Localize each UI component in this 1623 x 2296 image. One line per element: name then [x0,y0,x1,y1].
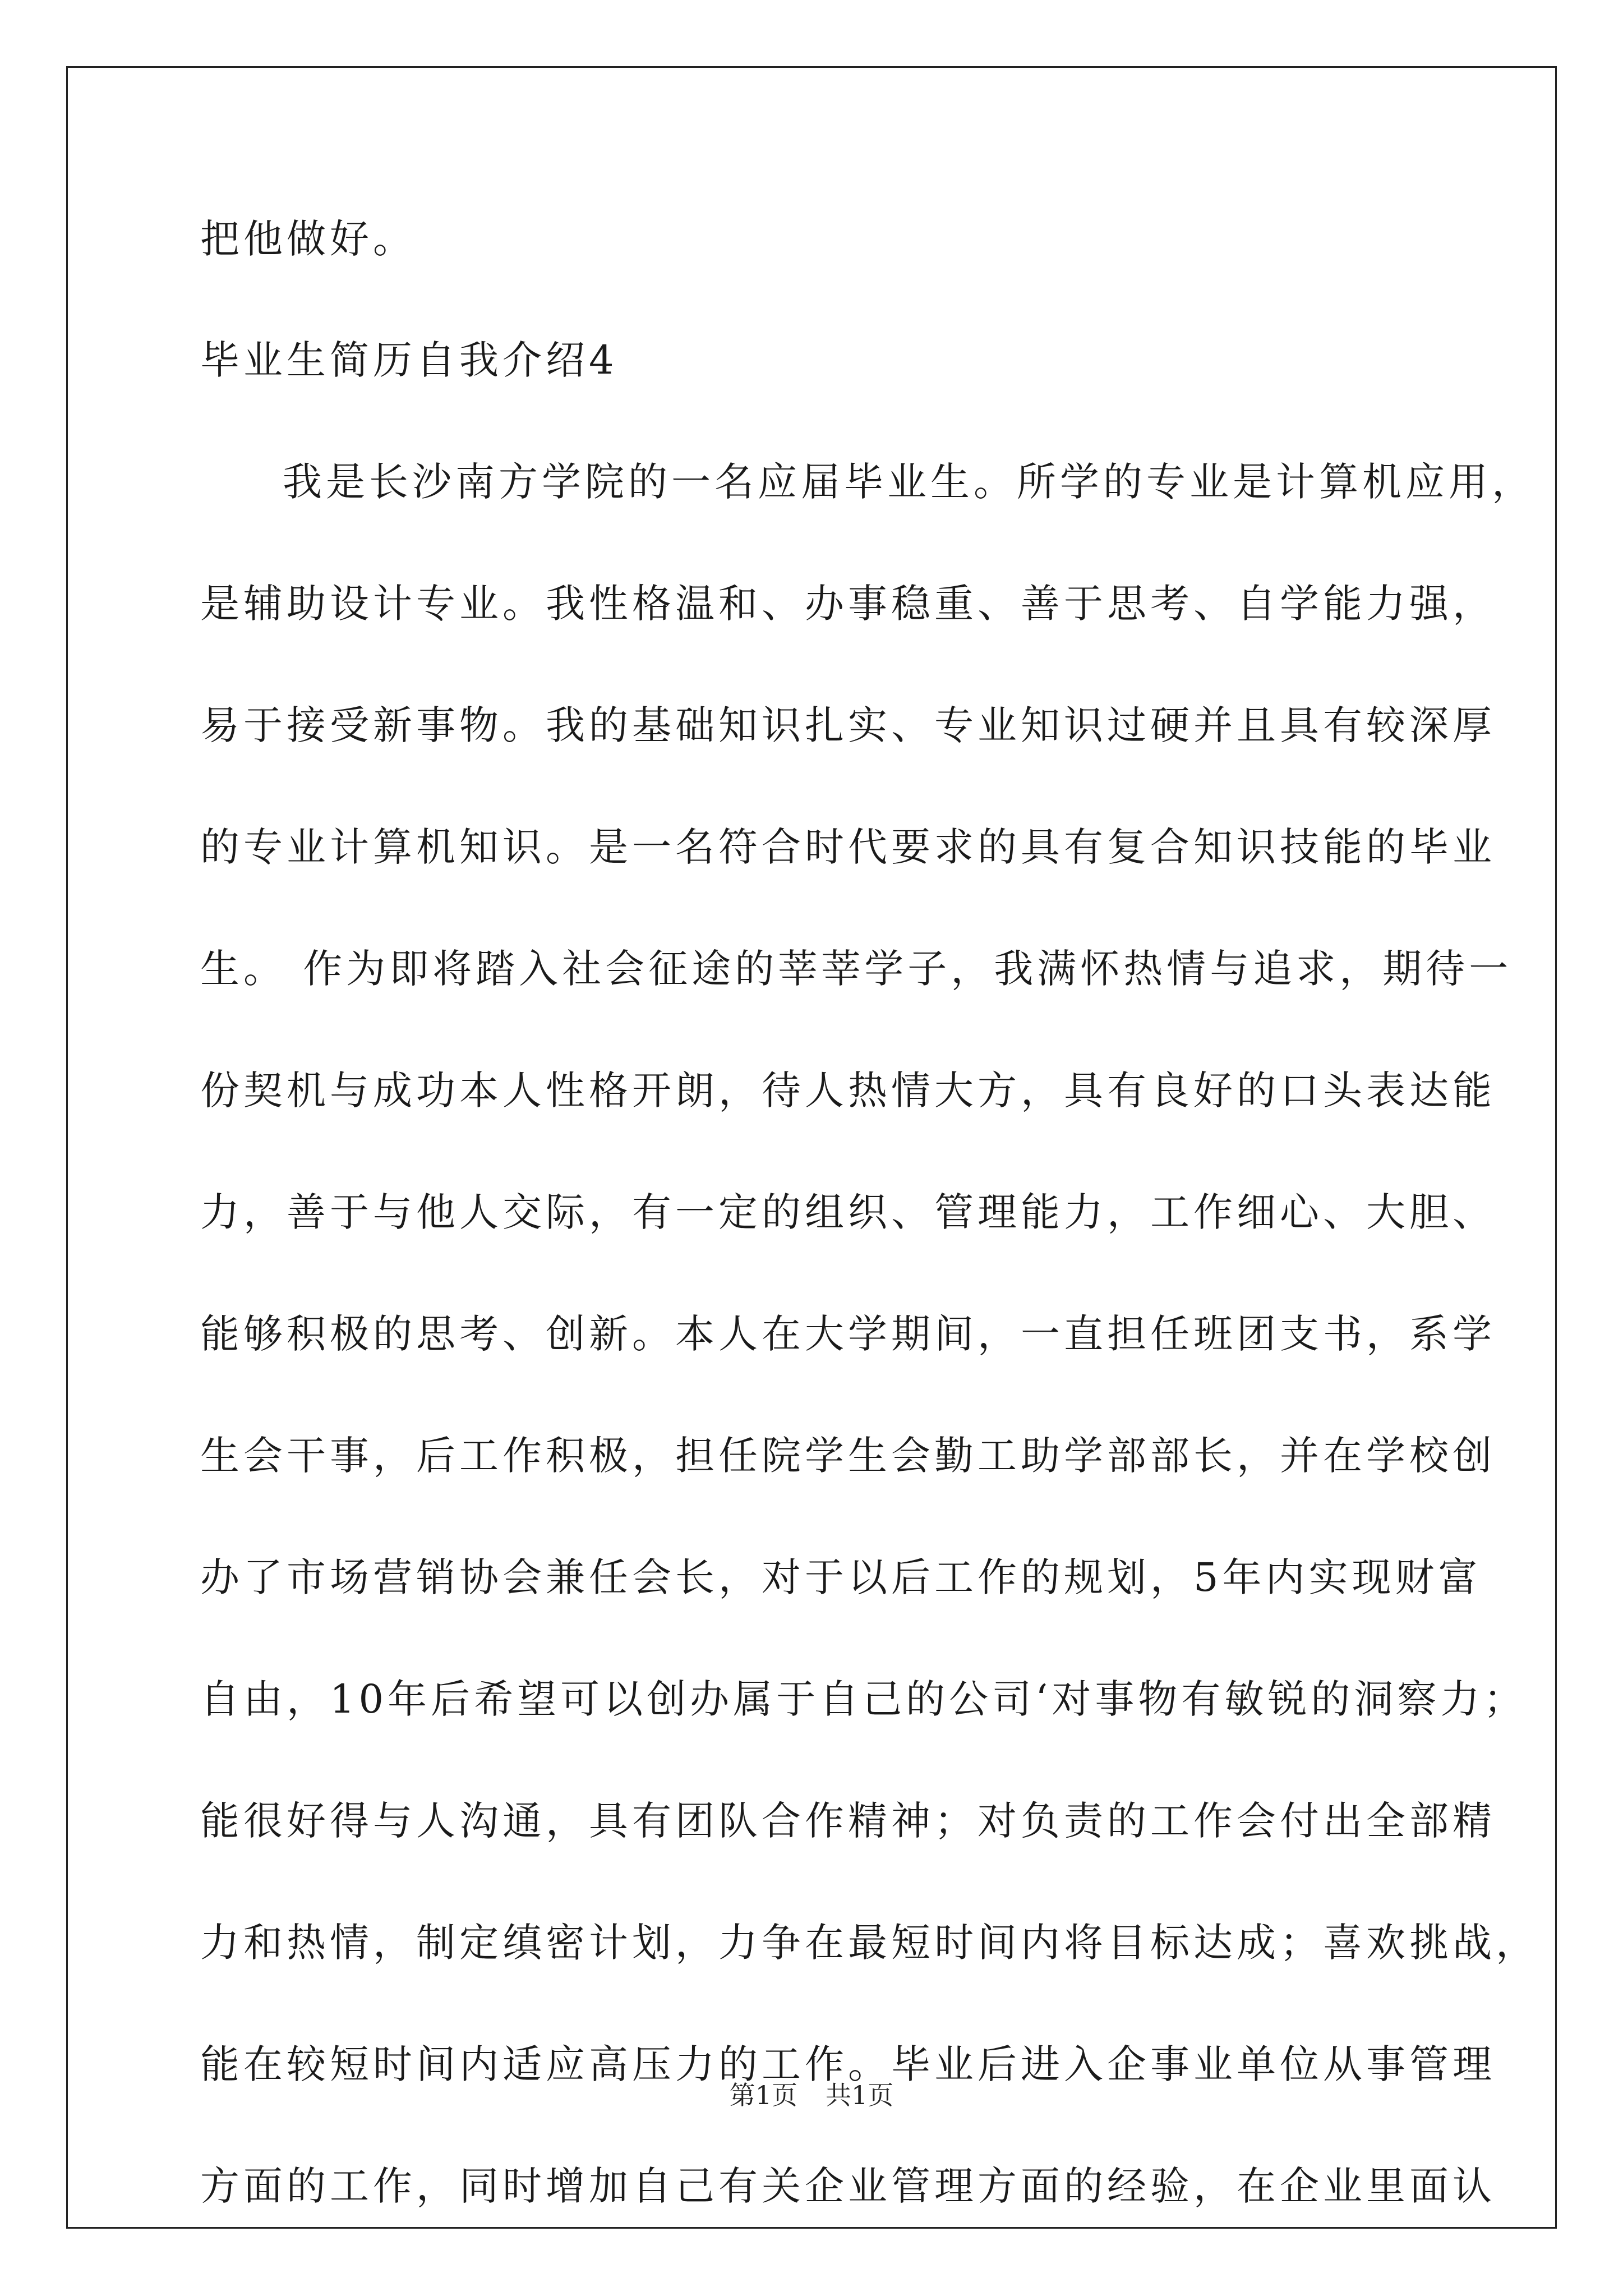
paragraph-line: 生会干事，后工作积极，担任院学生会勤工助学部部长，并在学校创 [200,1433,1496,1479]
paragraph-line: 份契机与成功本人性格开朗，待人热情大方，具有良好的口头表达能 [200,1068,1496,1114]
paragraph-line: 是辅助设计专业。我性格温和、办事稳重、善于思考、自学能力强， [200,581,1496,627]
page-number: 第1页 [729,2080,797,2110]
section-heading: 毕业生简历自我介绍4 [200,337,618,383]
paragraph-line: 能在较短时间内适应高压力的工作。毕业后进入企事业单位从事管理 [200,2041,1496,2087]
document-body [200,213,1539,2282]
paragraph-line: 的专业计算机知识。是一名符合时代要求的具有复合知识技能的毕业 [200,824,1496,870]
paragraph-line: 能很好得与人沟通，具有团队合作精神；对负责的工作会付出全部精 [200,1798,1496,1844]
page-total: 共1页 [826,2080,894,2110]
paragraph-line: 易于接受新事物。我的基础知识扎实、专业知识过硬并且具有较深厚 [200,702,1496,748]
paragraph-line: 自由，10年后希望可以创办属于自己的公司‘对事物有敏锐的洞察力； [200,1676,1527,1722]
paragraph-line: 办了市场营销协会兼任会长，对于以后工作的规划，5年内实现财富 [200,1554,1482,1600]
paragraph-line: 我是长沙南方学院的一名应届毕业生。所学的专业是计算机应用， [283,459,1535,505]
paragraph-line: 生。 作为即将踏入社会征途的莘莘学子，我满怀热情与追求，期待一 [200,946,1513,992]
paragraph-line: 能够积极的思考、创新。本人在大学期间，一直担任班团支书，系学 [200,1311,1496,1357]
paragraph-line: 力，善于与他人交际，有一定的组织、管理能力，工作细心、大胆、 [200,1189,1496,1235]
opening-line: 把他做好。 [200,216,416,262]
paragraph-line: 方面的工作，同时增加自己有关企业管理方面的经验，在企业里面认 [200,2163,1496,2209]
paragraph-line: 力和热情，制定缜密计划，力争在最短时间内将目标达成；喜欢挑战， [200,1920,1539,1966]
page-footer [0,2078,1623,2112]
